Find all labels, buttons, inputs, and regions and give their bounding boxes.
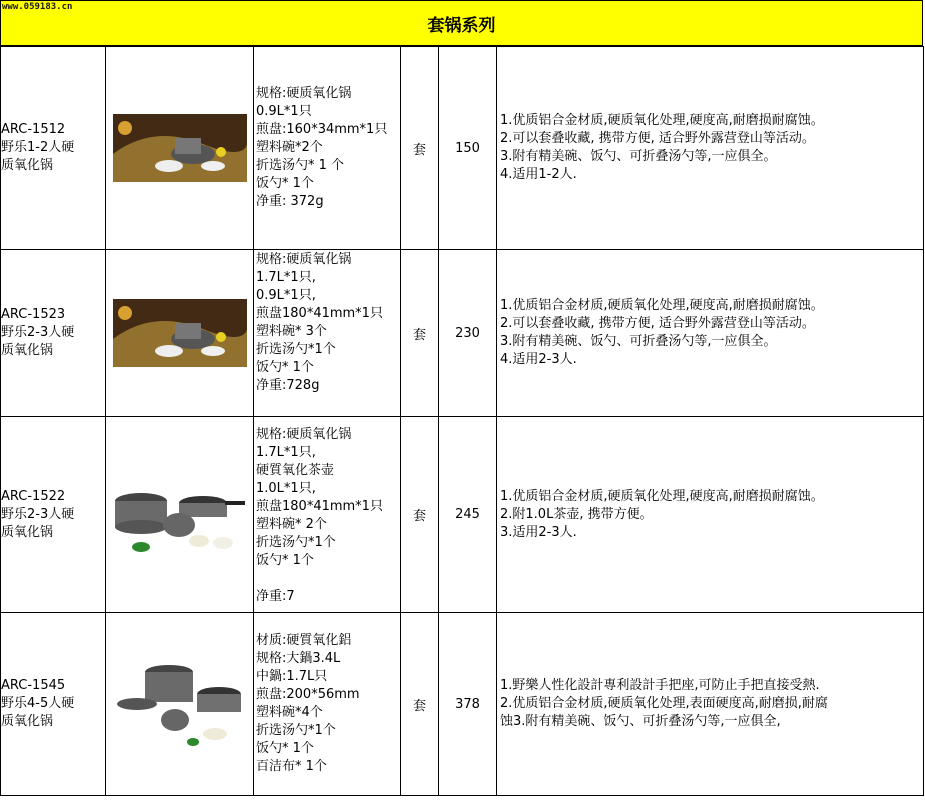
model-cell: [1, 250, 106, 417]
spec-line: 饭勺* 1个: [256, 359, 314, 375]
product-photo-cookset: [111, 473, 249, 557]
spec-line: [254, 570, 400, 588]
product-name-line: 质氧化锅: [1, 343, 54, 358]
description-line: 4.适用1-2人.: [500, 167, 577, 182]
model-cell: [1, 417, 106, 613]
spec-line: 煎盘180*41mm*1只: [256, 305, 383, 321]
spec-line: 折选汤勺*1个: [256, 341, 336, 357]
unit-cell: 套: [401, 417, 439, 613]
spec-line: 塑料碗* 2个: [256, 516, 327, 532]
model-code: ARC-1523: [1, 307, 66, 322]
description-line: 3.适用2-3人.: [500, 524, 577, 540]
spec-cell: [254, 47, 401, 250]
spec-line: 塑料碗* 3个: [256, 323, 327, 339]
spec-line: 折选汤勺* 1 个: [256, 158, 345, 173]
spec-line: 煎盘180*41mm*1只: [256, 498, 383, 514]
spec-list: [254, 85, 400, 211]
price-cell: 378: [439, 613, 497, 796]
spec-line: 0.9L*1只: [256, 104, 312, 119]
description-line: 4.适用2-3人.: [500, 352, 577, 367]
description-cell: [497, 417, 924, 613]
spec-line: 规格:大鍋3.4L: [256, 651, 341, 666]
spec-line: 1.0L*1只,: [256, 480, 316, 496]
spec-line: 硬質氧化茶壶: [256, 462, 335, 478]
product-name-line: 质氧化锅: [1, 714, 54, 729]
description-cell: [497, 613, 924, 796]
description-line: 1.优质铝合金材质,硬质氧化处理,硬度高,耐磨损耐腐蚀。: [500, 113, 824, 128]
spec-list: [254, 426, 400, 604]
product-row: [1, 417, 924, 613]
model-code: ARC-1545: [1, 678, 66, 693]
description-cell: [497, 47, 924, 250]
product-image-cell: [106, 613, 254, 796]
spec-line: 1.7L*1只,: [256, 269, 316, 285]
spec-line: 折选汤勺*1个: [256, 723, 336, 738]
spec-line: 净重:7: [256, 588, 295, 604]
description-line: 2.附1.0L茶壶, 携带方便。: [500, 506, 653, 522]
spec-line: 净重: 372g: [256, 194, 324, 209]
product-name-line: 野乐1-2人硬: [1, 140, 75, 155]
description-line: 2.可以套叠收藏, 携带方便, 适合野外露营登山等活动。: [500, 316, 815, 331]
spec-line: 塑料碗*2个: [256, 140, 323, 155]
spec-line: 饭勺* 1个: [256, 741, 314, 756]
product-row: [1, 250, 924, 417]
product-name-line: 质氧化锅: [1, 158, 54, 173]
spec-cell: [254, 613, 401, 796]
description-line: 1.野樂人性化設計專利設計手把座,可防止手把直接受熱.: [500, 678, 820, 693]
price-cell: 150: [439, 47, 497, 250]
unit-cell: 套: [401, 613, 439, 796]
description-line: 1.优质铝合金材质,硬质氧化处理,硬度高,耐磨损耐腐蚀。: [500, 298, 824, 313]
description-cell: [497, 250, 924, 417]
spec-line: 煎盘:200*56mm: [256, 687, 360, 702]
watermark: www.059183.cn: [2, 2, 73, 12]
product-name-line: 野乐2-3人硬: [1, 506, 75, 522]
description-line: 2.可以套叠收藏, 携带方便, 适合野外露营登山等活动。: [500, 131, 815, 146]
unit-cell: 套: [401, 47, 439, 250]
description-line: 1.优质铝合金材质,硬质氧化处理,硬度高,耐磨损耐腐蚀。: [500, 488, 824, 504]
spec-line: 塑料碗*4个: [256, 705, 323, 720]
spec-line: 折选汤勺*1个: [256, 534, 336, 550]
spec-list: [254, 632, 400, 776]
model-cell: [1, 613, 106, 796]
product-image-cell: [106, 250, 254, 417]
product-image-cell: [106, 417, 254, 613]
spec-list: [254, 251, 400, 416]
spec-line: 饭勺* 1个: [256, 552, 314, 568]
product-photo-banner: [113, 299, 247, 367]
description-line: 2.优质铝合金材质,硬质氧化处理,表面硬度高,耐磨损,耐腐: [500, 696, 828, 711]
spec-line: 净重:728g: [256, 377, 320, 393]
page-title: [0, 0, 923, 46]
spec-line: 煎盘:160*34mm*1只: [256, 122, 388, 137]
unit-cell: 套: [401, 250, 439, 417]
product-name-line: 野乐4-5人硬: [1, 696, 75, 711]
description-line: 3.附有精美碗、饭勺、可折叠汤勺等,一应俱全。: [500, 149, 777, 164]
spec-line: 1.7L*1只,: [256, 444, 316, 460]
spec-cell: [254, 417, 401, 613]
spec-line: 材质:硬質氧化鋁: [256, 633, 352, 648]
spec-cell: [254, 250, 401, 417]
description-line: 蚀3.附有精美碗、饭勺、可折叠汤勺等,一应俱全,: [500, 714, 781, 729]
product-photo-banner: [113, 114, 247, 182]
price-cell: 245: [439, 417, 497, 613]
product-table-body: [1, 47, 924, 796]
description-line: 3.附有精美碗、饭勺、可折叠汤勺等,一应俱全。: [500, 334, 777, 349]
spec-line: 百洁布* 1个: [256, 759, 327, 774]
model-code: ARC-1522: [1, 488, 66, 504]
product-row: [1, 47, 924, 250]
model-cell: [1, 47, 106, 250]
product-name-line: 野乐2-3人硬: [1, 325, 75, 340]
product-photo-cookset: [115, 658, 245, 750]
product-name-line: 质氧化锅: [1, 524, 54, 540]
spec-line: 饭勺* 1个: [256, 176, 314, 191]
price-cell: 230: [439, 250, 497, 417]
product-table: [0, 46, 924, 796]
product-row: [1, 613, 924, 796]
product-image-cell: [106, 47, 254, 250]
spec-line: 规格:硬质氧化锅: [256, 86, 352, 101]
spec-line: 规格:硬质氧化锅: [256, 251, 352, 267]
spec-line: 规格:硬质氧化锅: [256, 426, 352, 442]
title-text: 套锅系列: [427, 15, 496, 36]
model-code: ARC-1512: [1, 122, 66, 137]
spec-line: 0.9L*1只,: [256, 287, 316, 303]
spec-line: 中鍋:1.7L只: [256, 669, 328, 684]
